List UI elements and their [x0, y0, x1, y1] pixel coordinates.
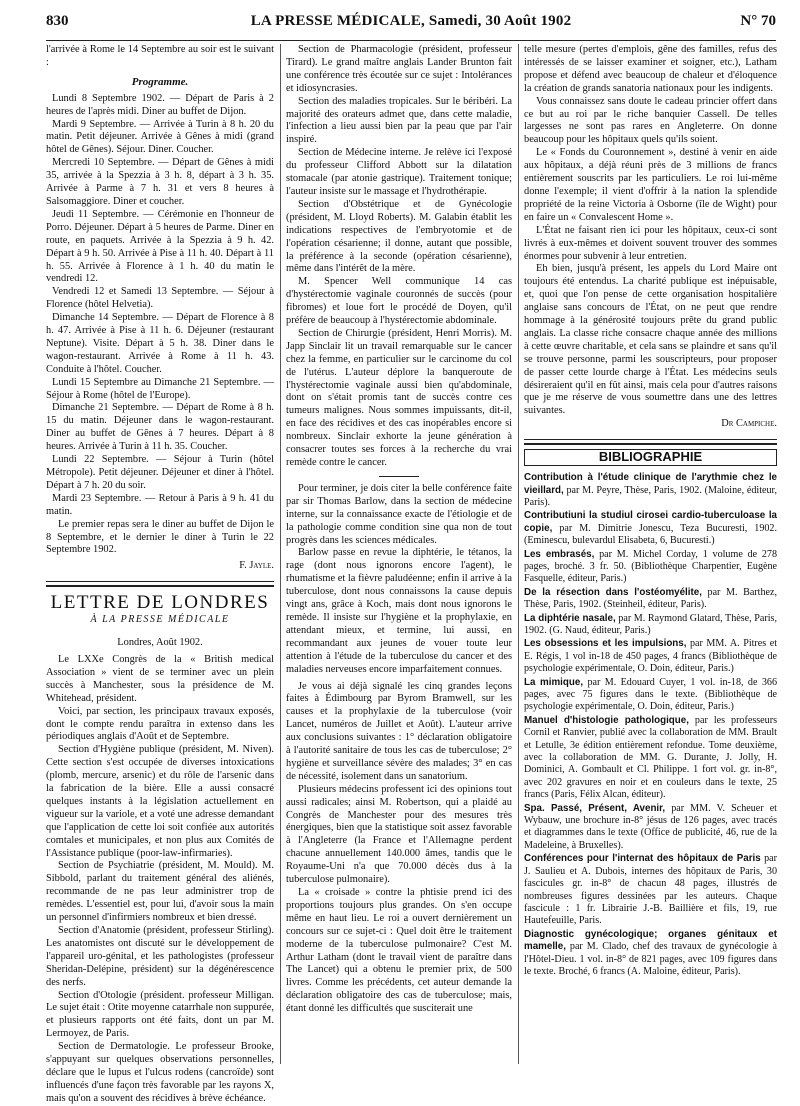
- journal-title: LA PRESSE MÉDICALE, Samedi, 30 Août 1902: [250, 13, 572, 29]
- article-paragraph: telle mesure (pertes d'emplois, gêne des familles, refus des intéressés de se laisser examiner et soigner, etc.), Latham propose et défend avec beaucoup de chaleur et d'éloquence la création de grands sanatoria nationaux pour les indigents.: [524, 44, 777, 94]
- article-paragraph: Section de Pharmacologie (président, professeur Tirard). Le grand maître anglais Lander Brunton fait une conférence très écoutée sur ce sujet : Intolérances et idiosyncrasies.: [286, 44, 512, 94]
- bibliography-entry: [524, 510, 777, 547]
- article-paragraph: Je vous ai déjà signalé les cinq grandes leçons faites à Édimbourg par Byrom Bramwell, sur les causes et la prophylaxie de la tuberculose (voir Lancet, numéros de Juillet et Août). L'auteur arrive aux conclusions suivantes : 1° déclaration obligatoire à l'autorité sanitaire de tous les cas de tuberculose; 2° hygiène et surveillance sévère des malades; 3° en cas de nécessité, isolement dans un sanatorium.: [286, 680, 512, 782]
- schedule-item: Vendredi 12 et Samedi 13 Septembre. — Séjour à Florence (hôtel Helvetia).: [46, 286, 274, 311]
- programme-note: Le premier repas sera le diner au buffet de Dijon le 8 Septembre, et le dernier le diner à Turin le 22 Septembre 1902.: [46, 518, 274, 556]
- letter-subtitle: À LA PRESSE MÉDICALE: [90, 614, 230, 626]
- column-separator: [518, 44, 519, 1064]
- schedule-item: Dimanche 14 Septembre. — Départ de Florence à 8 h. 47. Arrivée à Pise à 11 h. 6. Déjeuner (restaurant Neptune). Visite. Départ à 5 h. 38. Diner dans le wagon-restaurant. Arrivée à Rome à 11 h. 43. Conduite à l'hôtel. Coucher.: [46, 312, 274, 375]
- bibliography-entry: [524, 613, 777, 638]
- entry-title: De la résection dans l'ostéomyélite,: [524, 586, 702, 598]
- schedule-item: Jeudi 11 Septembre. — Cérémonie en l'honneur de Porro. Déjeuner. Départ à 5 heures de Parme. Diner en route, en paquets. Arrivée à la Spezzia à 9 h. 42. Départ à 9 h. 50. Arrivée à Pise à 11 h. 40. Départ à 11 h. 55. Arrivée à Florence à 1 h. 40 du matin le vendredi 12.: [46, 208, 274, 285]
- intro-text: l'arrivée à Rome le 14 Septembre au soir est le suivant :: [46, 44, 274, 68]
- article-paragraph: Voici, par section, les principaux travaux exposés, dont le compte rendu paraîtra in extenso dans les périodiques anglais d'Août et de Septembre.: [46, 705, 274, 743]
- article-paragraph: L'État ne faisant rien ici pour les hôpitaux, ceux-ci sont livrés à eux-mêmes et doivent souvent trouver des sommes énormes pour subvenir à leur entretien.: [524, 224, 777, 262]
- bibliography-list: [524, 472, 777, 978]
- column-middle: [286, 44, 512, 1016]
- entry-title: Spa. Passé, Présent, Avenir,: [524, 802, 666, 814]
- programme-schedule: [46, 93, 274, 519]
- schedule-item: Lundi 15 Septembre au Dimanche 21 Septembre. — Séjour à Rome (hôtel de l'Europe).: [46, 376, 274, 401]
- page-number: 830: [46, 13, 69, 29]
- bibliography-entry: [524, 677, 777, 714]
- section-divider: [46, 585, 274, 587]
- schedule-item: Lundi 8 Septembre 1902. — Départ de Paris à 2 heures de l'après midi. Diner au buffet de Dijon.: [46, 92, 274, 117]
- bibliography-entry: [524, 715, 777, 802]
- article-paragraph: Eh bien, jusqu'à présent, les appels du Lord Maire ont toujours été entendus. La charité publique est inépuisable, et, quoi que l'on pense de cette organisation hospitalière anglaise sans concours de l'État, on ne peut que rendre hommage à la générosité toujours prête du grand public anglais. La classe riche consacre chaque année des millions à cette œuvre charitable, et cela sans se plaindre et sans qu'il se trouve personne, parmi les souscripteurs, pour proposer de passer cette lourde charge à l'État. Les médecins seuls désireraient qu'il en fût ainsi, mais cela pour d'autres raisons que je me réserve de vous soumettre dans une des lettres suivantes.: [524, 263, 777, 417]
- entry-title: Manuel d'histologie pathologique,: [524, 714, 689, 726]
- entry-details: par M. Barthez, Thèse, Paris, 1902. (Steinheil, éditeur, Paris).: [524, 586, 777, 611]
- article-paragraph: Section des maladies tropicales. Sur le béribéri. La majorité des orateurs admet que, dans cette maladie, l'infection a lieu aussi bien par la peau que par l'air inspiré.: [286, 95, 512, 146]
- entry-title: Les obsessions et les impulsions,: [524, 638, 687, 650]
- letter-date: Londres, Août 1902.: [117, 637, 203, 649]
- entry-title: Diagnostic gynécologique; organes génitaux et mamelle,: [524, 928, 777, 953]
- article-paragraph: Section d'Anatomie (président, professeur Stirling). Les anatomistes ont discuté sur le développement de l'appareil uro-génital, et les pathologistes (professeur Sheridan-Delépine, président) sur la dégénérescence des nerfs.: [46, 925, 274, 988]
- column-right: [524, 44, 777, 979]
- article-paragraph: Barlow passe en revue la diphtérie, le tétanos, la rage (dont nous ignorons encore l'agent), le rhumatisme et la fièvre paludéenne; enfin il arrive à la tuberculose, dont nous connaissons la cause depuis vingt ans, grâce à Koch, mais dont nous ignorons le remède. Il insiste sur l'hygiène et la prophylaxie, en attendant mieux, et termine, lui aussi, en recommandant aux jeunes de vouer toute leur attention à l'étude de la tuberculose du cancer et des maladies nerveuses encore imparfaitement connues.: [286, 547, 512, 675]
- bibliography-entry: [524, 929, 777, 979]
- entry-details: par MM. V. Scheuer et Wybauw, une brochure in-8° jésus de 126 pages, avec tracés et diagrammes dans le texte (Office de publicité, 46, rue de la Madeleine, à Bruxelles).: [524, 802, 777, 851]
- short-divider: [379, 476, 419, 477]
- column-left: [46, 44, 274, 1106]
- section-divider: [524, 439, 777, 440]
- article-paragraph: Pour terminer, je dois citer la belle conférence faite par sir Thomas Barlow, dans la section de médecine interne, sur la connaissance exacte de l'étiologie et de la pathologie comme condition sine qua non de tout progrès dans les sciences médicales.: [286, 482, 512, 546]
- entry-details: par MM. A. Pitres et E. Régis, 1 vol in-18 de 450 pages, 4 francs (Bibliothèque de psychologie expérimentale, O. Doin, éditeur, Paris.): [524, 638, 778, 675]
- schedule-item: Mardi 9 Septembre. — Arrivée à Turin à 8 h. 20 du matin. Petit déjeuner. Arrivée à Gênes à midi (grand hôtel de Gênes). Séjour. Diner. Coucher.: [46, 118, 274, 156]
- bibliography-entry: [524, 472, 777, 509]
- entry-details: par les professeurs Cornil et Ranvier, publié avec la collaboration de MM. Brault et Letulle, 3e édition entièrement refondue. Tome deuxième, avec la collaboration de MM. G. Durante, J. Jolly, H. Dominici, A. Gombault et Cl. Philippe. 1 fort vol. gr. in-8°, avec 202 gravures en noir et en couleurs dans le texte, 25 francs (Paris, Félix Alcan, éditeur).: [524, 714, 777, 801]
- column-separator: [280, 44, 281, 1064]
- entry-details: par M. Raymond Glatard, Thèse, Paris, 1902. (G. Naud, éditeur, Paris.): [524, 612, 777, 636]
- schedule-item: Mardi 23 Septembre. — Retour à Paris à 9 h. 41 du matin.: [46, 492, 274, 517]
- entry-details: par M. Michel Corday, 1 volume de 278 pages, broché. 3 fr. 50. (Bibliothèque Charpentier, Eugène Fasquelle, éditeur, Paris.): [524, 548, 777, 585]
- article-paragraph: Section d'Otologie (président. professeur Milligan. Le sujet était : Otite moyenne catarrhale non suppurée, et plusieurs rapports ont été faits, dont un par M. Lermoyez, de Paris.: [46, 989, 274, 1040]
- issue-number: N° 70: [740, 13, 776, 29]
- author-signature: Dr Campiche.: [721, 418, 777, 430]
- header-rule: [46, 40, 776, 41]
- article-paragraph: Section de Psychiatrie (président, M. Mould). M. Sibbold, parlant du traitement général des aliénés, recommande de ne pas leur administrer trop de remèdes. L'essentiel est, pour lui, d'avoir sous la main un personnel d'infirmiers nombreux et bien dressé.: [46, 860, 274, 924]
- page-header: [46, 13, 776, 35]
- section-divider: [46, 581, 274, 582]
- bibliography-entry: [524, 853, 777, 927]
- author-signature: F. Jayle.: [239, 560, 274, 572]
- bibliography-heading: BIBLIOGRAPHIE: [524, 449, 777, 466]
- schedule-item: Mercredi 10 Septembre. — Départ de Gênes à midi 35, arrivée à la Spezzia à 3 h. 8, départ à 3 h. 35. Arrivée à Parme à 7 h. 31 et vers 8 heures à Salsomaggiore. Diner et coucher.: [46, 157, 274, 207]
- article-paragraph: La « croisade » contre la phtisie prend ici des proportions toujours plus grandes. On s'en occupe même en haut lieu. Le roi a ouvert dernièrement un concours sur ce sujet-ci : Quel doit être le traitement moderne de la tuberculose pulmonaire? C'est M. Arthur Latham (dont le travail vient de paraître dans The Lancet) qui a obtenu le premier prix, de 500 livres. Comme les précédents, cet auteur demande la déclaration obligatoire des cas de tuberculose; mais, étant donné les difficultés que susciterait une: [286, 887, 512, 1015]
- entry-title: Conférences pour l'internat des hôpitaux de Paris: [524, 853, 761, 865]
- schedule-item: Lundi 22 Septembre. — Séjour à Turin (hôtel Métropole). Petit déjeuner. Déjeuner et diner à l'hôtel. Départ à 7 h. 20 du soir.: [46, 454, 274, 491]
- section-divider: [524, 443, 777, 445]
- schedule-item: Dimanche 21 Septembre. — Départ de Rome à 8 h. 15 du matin. Déjeuner dans le wagon-restaurant. Diner au buffet de Gênes à 7 heures. Départ à 8 heures. Arrivée à Turin à 11 h. 35. Coucher.: [46, 402, 274, 453]
- article-paragraph: Section de Médecine interne. Je relève ici l'exposé du professeur Clifford Abbott sur la dilatation stomacale (par atonie gastrique). Traitement tonique; l'auteur insiste sur le massage et l'hydrothérapie.: [286, 147, 512, 197]
- entry-details: par M. Dimitrie Jonescu, Teza Bucuresti, 1902. (Eminescu, bulevardul Elisabeta, 6, Bucuresti.): [524, 522, 777, 547]
- bibliography-entry: [524, 638, 777, 675]
- entry-details: par M. Clado, chef des travaux de gynécologie à l'Hôtel-Dieu. 1 vol. in-8° de 821 pages, avec 109 figures dans le texte. Broché, 6 francs (A. Maloine, éditeur, Paris).: [524, 941, 777, 977]
- article-paragraph: Section d'Obstétrique et de Gynécologie (président, M. Lloyd Roberts). M. Galabin établit les indications respectives de l'embryotomie et de l'opération césarienne; il donne, autant que possible, la préférence à la seconde (opération césarienne), même dans l'intérêt de la mère.: [286, 198, 512, 275]
- entry-title: La mimique,: [524, 676, 584, 688]
- entry-details: par J. Saulieu et A. Dubois, internes des hôpitaux de Paris, 30 fascicules gr. in-8° de chacun 48 pages, illustrés de nombreuses figures dessinées par les auteurs. Chaque fascicule : 1 fr. Librairie J.-B. Baillière et fils, 19, rue Hautefeuille, Paris.: [524, 853, 777, 927]
- article-paragraph: Vous connaissez sans doute le cadeau princier offert dans ce but au roi par le riche banquier Cassell. De telles largesses ne sont pas rares en Angleterre. On donne beaucoup pour les hôpitaux quels qu'ils soient.: [524, 95, 777, 146]
- bibliography-entry: [524, 803, 777, 853]
- article-paragraph: Le LXXe Congrès de la « British medical Association » vient de se terminer avec un plein succès à Manchester, sous la présidence de M. Whitehead, président.: [46, 653, 274, 704]
- article-paragraph: M. Spencer Well communique 14 cas d'hystérectomie vaginale couronnés de succès (pour fibromes) et loue fort le procédé de Doyen, qu'il préfère de beaucoup à l'hystérectomie abdominale.: [286, 276, 512, 327]
- entry-title: La diphtérie nasale,: [524, 612, 616, 624]
- letter-title: LETTRE DE LONDRES: [50, 592, 270, 614]
- entry-title: Contribution à l'étude clinique de l'arythmie chez le vieillard,: [524, 472, 777, 496]
- bibliography-entry: [524, 549, 777, 586]
- programme-heading: Programme.: [131, 75, 189, 88]
- article-paragraph: Section d'Hygiène publique (président, M. Niven). Cette section s'est occupée de diverses intoxications (plomb, mercure, arsenic) et du rôle de l'arsenic dans la fabrication de la bière. Elle a aussi consacré quelques instants à la législation actuellement en vigueur sur la variole, et a voté une adresse demandant que l'application de cette loi soit confiée aux autorités comtales et municipales, et non plus aux Comités de l'Assistance publique (poor-law-infirmaries).: [46, 744, 274, 859]
- entry-details: par M. Peyre, Thèse, Paris, 1902. (Maloine, éditeur, Paris).: [524, 484, 777, 508]
- bibliography-entry: [524, 587, 777, 612]
- article-paragraph: Section de Dermatologie. Le professeur Brooke, s'appuyant sur quelques observations personnelles, déclare que le lupus et l'ulcus rodens (cancroïde) sont influencés d'une façon très favorable par les rayons X, mais qu'on a souvent des récidives à brève échéance.: [46, 1041, 274, 1104]
- article-paragraph: Plusieurs médecins professent ici des opinions tout aussi radicales; ainsi M. Robertson, qui a plaidé au Congrès de Manchester pour des mesures très énergiques, bien que la statistique soit assez favorable à l'Angleterre (la France et l'Allemagne perdent chacune annuellement 140.000 âmes, tandis que le Royaume-Uni n'a que 70.000 décès dus à la tuberculose pulmonaire).: [286, 783, 512, 886]
- article-paragraph: Le « Fonds du Couronnement », destiné à venir en aide aux hôpitaux, a déjà réuni près de 3 millions de francs entièrement souscrits par les particuliers. Le roi lui-même donne l'exemple; il vient d'offrir à la nation la splendide propriété de la reine Victoria à Osborne (île de Wight) pour en faire un « Convalescent Home ».: [524, 147, 777, 223]
- entry-title: Les embrasés,: [524, 548, 595, 560]
- entry-title: Contributiuni la studiul cirosei cardio-tuberculoase la copie,: [524, 510, 777, 534]
- article-paragraph: Section de Chirurgie (président, Henri Morris). M. Japp Sinclair lit un travail remarquable sur le cancer chez la femme, en particulier sur le carcinome du col de l'utérus. L'auteur déplore la banqueroute de l'hystérectomie vaginale aussi bien qu'abdominale, dont on s'était promis tant de succès contre ces tumeurs malignes. Nous sommes impuissants, dit-il, en face des récidives et des cas inopérables encore si nombreux. Sinclair exhorte la jeune génération à consacrer toutes ses forces à la recherche du vrai remède contre le cancer.: [286, 327, 512, 468]
- entry-details: par M. Edouard Cuyer, 1 vol. in-18, de 366 pages, avec 75 figures dans le texte. (Bibliothèque de psychologie expérimentale, O. Doin, éditeur, Paris.): [524, 676, 777, 713]
